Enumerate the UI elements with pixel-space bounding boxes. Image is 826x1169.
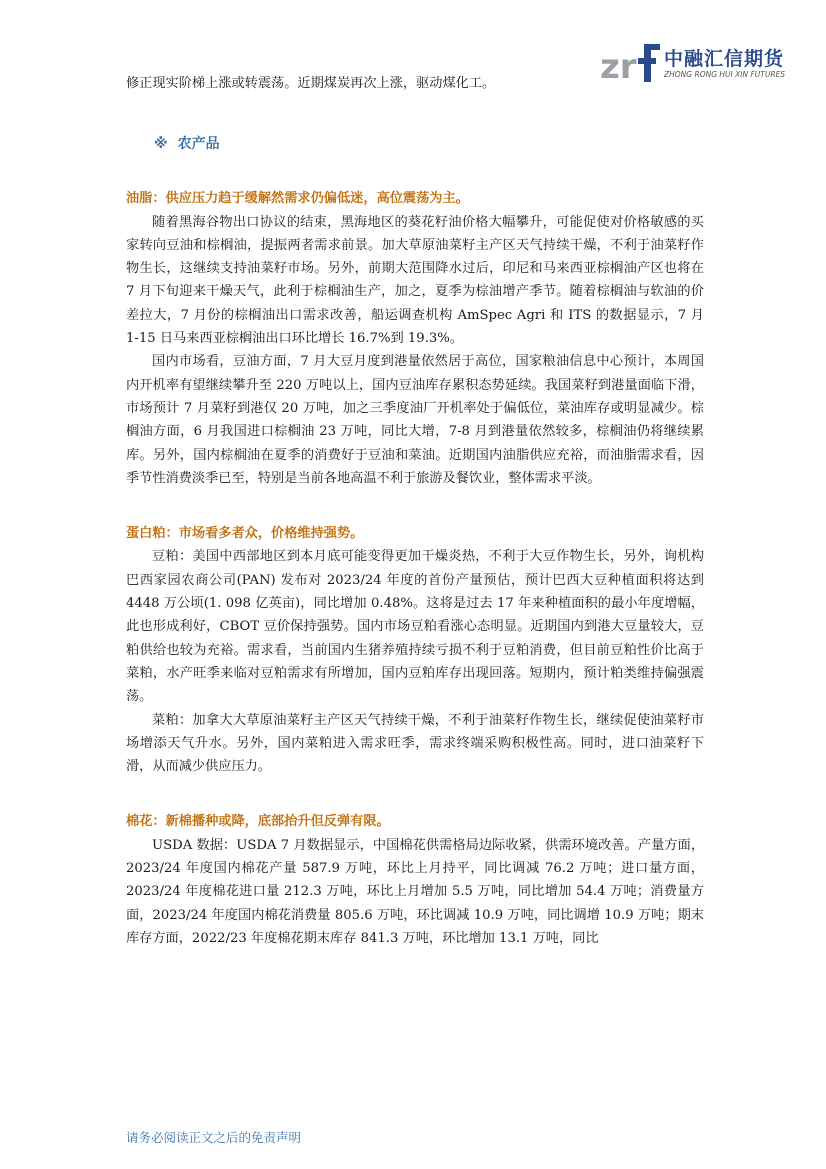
logo-chinese-name: 中融汇信期货 [664, 48, 785, 70]
intro-line: 修正现实阶梯上涨或转震荡。近期煤炭再次上涨，驱动煤化工。 [126, 76, 496, 91]
meal-heading: 蛋白粕：市场看多者众，价格维持强势。 [126, 526, 364, 542]
svg-text:zr: zr [600, 47, 637, 84]
section-title [154, 133, 704, 155]
oils-paragraph-1: 随着黑海谷物出口协议的结束，黑海地区的葵花籽油价格大幅攀升，可能促使对价格敏感的买家转向豆油和棕榈油，提振两者需求前景。加大草原油菜籽主产区天气持续干燥，不利于油菜籽作物生长，这继续支持油菜籽市场。另外，前期大范围降水过后，印尼和马来西亚棕榈油产区也将在 7 月下旬迎来干燥天气，此利于棕榈油生产，加之，夏季为棕油增产季节。随着棕榈油与软油的价差拉大，7 月份的棕榈油出口需求改善，船运调查机构 AmSpec Agri 和 ITS 的数据显示，7 月 1-15 日马来西亚棕榈油出口环比增长 16.7%到 19.3%。 [126, 214, 704, 347]
logo-english-name: ZHONG RONG HUI XIN FUTURES [664, 70, 786, 79]
footer-disclaimer: 请务必阅读正文之后的免责声明 [126, 1130, 302, 1145]
oils-heading: 油脂：供应压力趋于缓解然需求仍偏低迷，高位震荡为主。 [126, 191, 469, 207]
cotton-paragraph-1: USDA 数据：USDA 7 月数据显示，中国棉花供需格局边际收紧，供需环境改善。产量方面，2023/24 年度国内棉花产量 587.9 万吨，环比上月持平，同比调减 76.2 万吨；进口量方面，2023/24 年度棉花进口量 212.3 万吨，环比上月增加 5.5 万吨，同比增加 54.4 万吨；消费量方面，2023/24 年度国内棉花消费量 805.6 万吨，环比调减 10.9 万吨，同比调增 10.9 万吨；期末库存方面，2022/23 年度棉花期末库存 841.3 万吨，环比增加 13.1 万吨，同比 [126, 837, 704, 946]
meal-paragraph-2: 菜粕：加拿大大草原油菜籽主产区天气持续干燥，不利于油菜籽作物生长，继续促使油菜籽市场增添天气升水。另外，国内菜粕进入需求旺季，需求终端采购积极性高。同时，进口油菜籽下滑，从而减少供应压力。 [126, 712, 704, 775]
meal-paragraph-1: 豆粕：美国中西部地区到本月底可能变得更加干燥炎热，不利于大豆作物生长，另外，询机构巴西家园农商公司(PAN) 发布对 2023/24 年度的首份产量预估，预计巴西大豆种植面积将达到 4448 万公顷(1. 098 亿英亩)，同比增加 0.48%。这将是过去 17 年来种植面积的最小年度增幅，此也形成利好，CBOT 豆价保持强势。国内市场豆粕看涨心态明显。近期国内到港大豆量较大，豆粕供给也较为充裕。需求看，当前国内生猪养殖持续亏损不利于豆粕消费，但目前豆粕性价比高于菜粕，水产旺季来临对豆粕需求有所增加，国内豆粕库存出现回落。短期内，预计粕类维持偏强震荡。 [126, 549, 704, 705]
main-content [126, 72, 704, 950]
oils-paragraph-2: 国内市场看，豆油方面，7 月大豆月度到港量依然居于高位，国家粮油信息中心预计，本周国内开机率有望继续攀升至 220 万吨以上，国内豆油库存累积态势延续。我国菜籽到港量面临下滑，市场预计 7 月菜籽到港仅 20 万吨，加之三季度油厂开机率处于偏低位，菜油库存或明显减少。棕榈油方面，6 月我国进口棕榈油 23 万吨，同比大增，7-8 月到港量依然较多，棕榈油仍将继续累库。另外，国内棕榈油在夏季的消费好于豆油和菜油。近期国内油脂供应充裕，而油脂需求看，因季节性消费淡季已至，特别是当前各地高温不利于旅游及餐饮业，整体需求平淡。 [126, 354, 704, 486]
section-title-text: 农产品 [177, 136, 220, 153]
section-mark-icon: ※ [154, 136, 168, 153]
cotton-heading: 棉花：新棉播种或降，底部抬升但反弹有限。 [126, 814, 390, 830]
